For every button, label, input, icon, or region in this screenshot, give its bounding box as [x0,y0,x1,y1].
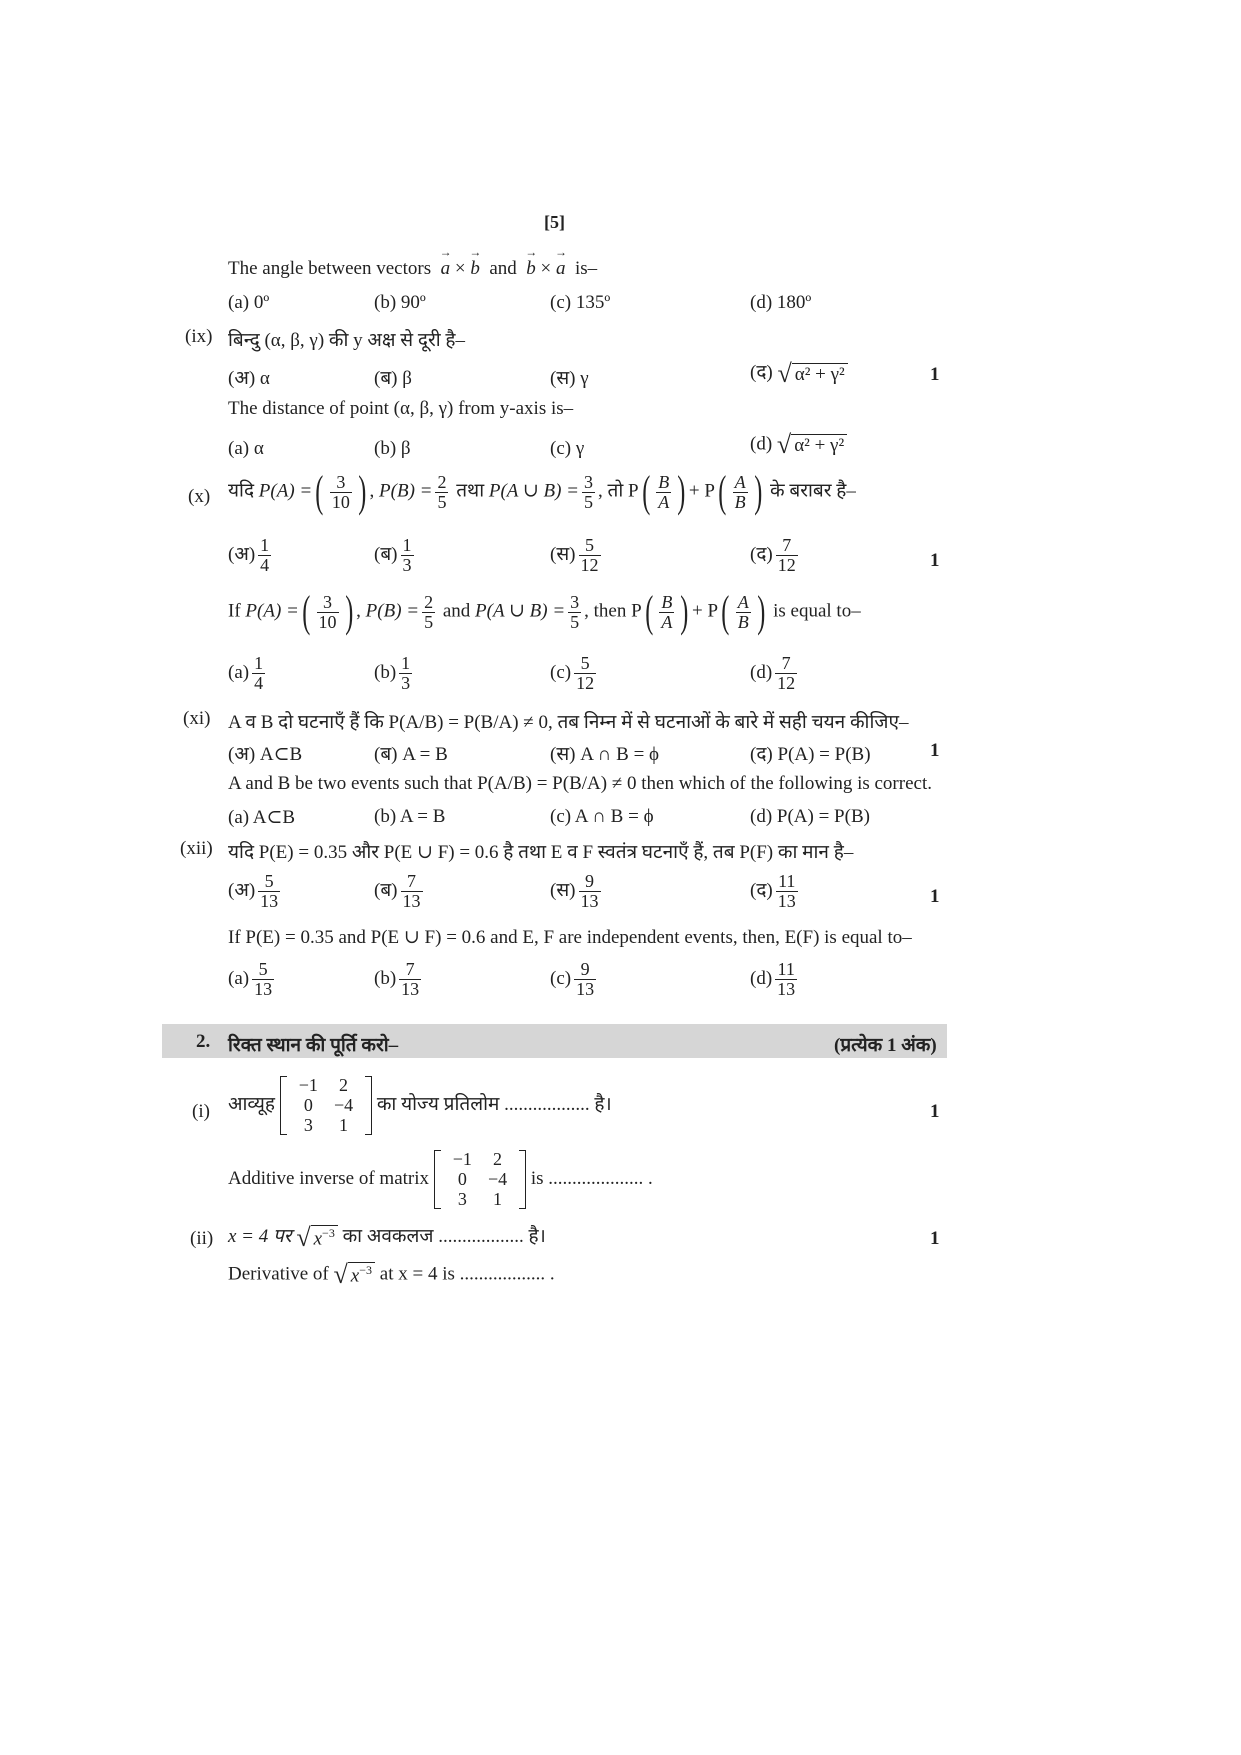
option-label: (a) [228,438,250,459]
frac-den: 10 [331,491,350,512]
option-label: (b) [374,661,397,683]
matrix-cell: 1 [339,1114,349,1135]
hindi-tail: के बराबर है– [770,480,856,502]
frac-num: 5 [580,653,590,673]
q11-en-option-d: (d) P(A) = P(B) [750,806,870,827]
q8-option-c: (c) 135º [550,292,611,313]
matrix-cell: 1 [493,1188,503,1209]
sqrt-expression: √ α² + γ² [778,361,848,387]
option-label: (c) [550,438,572,459]
frac-den: 13 [401,978,420,999]
q12-hi-option-b [374,872,426,911]
option-label: (अ) [228,543,256,565]
frac-den: B [734,491,746,512]
option-label: (अ) [228,879,256,901]
matrix-cell: 2 [339,1075,349,1095]
q11-english-stem: A and B be two events such that P(A/B) = P(B/A) ≠ 0 then which of the following is correct. [228,773,932,794]
frac-den: 13 [254,978,273,999]
word-then: , then P [584,600,642,622]
fill2-number: (ii) [190,1228,214,1249]
fill2-marks: 1 [930,1228,940,1249]
frac-den: 12 [777,672,796,693]
option-label: (द) [750,879,773,901]
word-if: If [228,600,241,622]
q11-hi-option-b: (ब) A = B [374,744,448,765]
english-prefix: Additive inverse of matrix [228,1168,430,1190]
pa-label: P(A) = [245,600,299,622]
section2-number: 2. [196,1031,211,1052]
cross-symbol: × [454,258,466,279]
q10-marks: 1 [930,550,940,571]
sqrt-content: α² + γ² [792,363,848,387]
frac-den: 13 [777,890,796,911]
matrix-cell: 2 [493,1149,503,1169]
q11-marks: 1 [930,740,940,761]
hindi-prefix: आव्यूह [228,1094,276,1116]
q10-hi-option-b [374,536,417,575]
q10-en-option-c [550,654,599,693]
q12-en-option-a [228,960,277,999]
frac-den: B [737,611,749,632]
english-suffix: is .................... . [530,1168,653,1190]
sqrt-expression: √ α² + γ² [777,432,847,458]
fill1-number: (i) [192,1101,210,1122]
matrix [280,1076,372,1135]
pa-label: P(A) = [258,480,313,502]
q9-en-option-a [228,438,264,460]
matrix-cell: 0 [303,1094,313,1115]
frac-num: A [737,591,749,612]
frac-den: 13 [580,890,599,911]
q8-english-stem [228,258,597,280]
q9-hi-option-a [228,364,270,390]
frac-den: 12 [576,672,595,693]
is-word: is– [574,258,598,279]
option-label: (ब) [374,879,398,901]
q12-english-stem: If P(E) = 0.35 and P(E ∪ F) = 0.6 and E, F are independent events, then, E(F) is equal to– [228,927,912,948]
sqrt-content: α² + γ² [791,434,847,458]
option-label: (स) [550,879,576,901]
frac-num: 3 [323,591,332,612]
pb-label: P(B) = [365,600,420,622]
q12-en-option-d [750,960,800,999]
frac-num: 5 [258,959,268,979]
q8-option-d: (d) 180º [750,292,812,313]
cross-symbol-2: × [540,258,552,279]
q12-hi-option-d [750,872,801,911]
option-label: (ब) [374,543,398,565]
hindi-suffix: का अवकलज .................. है। [342,1226,546,1247]
q10-hindi-stem: यदि P(A) = ( $\frac{3}{10}$ ) , P(B) = $\frac{2}{5}$ तथा P(A ∪ B) = $\frac{3}{5}$ , तो P ( $\frac{B}{A}$ ) + P ( $\frac{A}{B}$ ) के बराबर है– [228,467,856,516]
frac-den: 13 [576,978,595,999]
frac-num: 9 [580,959,590,979]
q10-en-option-b [374,654,415,693]
option-label: (स) [550,368,576,389]
english-tail: is equal to– [773,600,861,622]
frac-num: B [658,471,670,492]
hindi-suffix: का योज्य प्रतिलोम .................. है। [376,1094,612,1116]
q9-marks: 1 [930,364,940,385]
q9-hindi-stem: बिन्दु (α, β, γ) की y अक्ष से दूरी है– [228,330,466,351]
frac-num: 7 [781,653,791,673]
word-yadi: यदि [228,480,255,502]
matrix-cell: 3 [457,1188,467,1209]
frac-num: 5 [585,535,594,555]
matrix-cell: −4 [487,1168,508,1189]
sqrt-base: x [313,1227,323,1249]
plus-p: + P [688,480,715,502]
frac-num: 1 [402,535,412,555]
matrix-cell: −1 [452,1149,472,1169]
q12-number: (xii) [180,838,213,859]
frac-den: 3 [402,554,412,575]
option-label: (c) [550,661,572,683]
vector-b: → b [470,258,480,280]
q8-option-b: (b) 90º [374,292,426,313]
fill1-hindi [228,1076,612,1135]
paub-label: P(A ∪ B) = [488,480,579,502]
q11-hi-option-c: (स) A ∩ B = ϕ [550,744,660,765]
frac-num: 2 [437,471,447,492]
section2-title: रिक्त स्थान की पूर्ति करो– [228,1035,399,1056]
sqrt-expression: √ $x^{-3}$ [296,1225,338,1251]
frac-num: 3 [336,471,346,492]
option-value: γ [580,368,589,389]
frac-den: 13 [260,890,279,911]
frac-num: 5 [264,871,274,891]
option-label: (c) [550,967,572,989]
word-and: and [442,600,471,622]
q11-hi-option-d: (द) P(A) = P(B) [750,744,871,765]
frac-den: 10 [318,611,337,632]
frac-den: 13 [777,978,796,999]
q10-en-option-d [750,654,800,693]
frac-den: 4 [260,554,270,575]
matrix-cell: 3 [303,1114,313,1135]
pb-label: P(B) = [379,480,433,502]
vector-b-2: → b [526,258,536,280]
fill2-english [228,1262,555,1288]
sqrt-expression: √ $x^{-3}$ [334,1262,376,1288]
frac-num: 11 [778,871,796,891]
vector-a: → a [441,258,451,280]
fill1-english [228,1150,653,1209]
q12-marks: 1 [930,886,940,907]
q10-number: (x) [188,486,211,507]
frac-num: 7 [782,535,792,555]
q8-stem-prefix: The angle between vectors [228,258,432,279]
q9-english-stem: The distance of point (α, β, γ) from y-axis is– [228,398,574,419]
option-value: γ [575,438,585,459]
paub-label: P(A ∪ B) = [475,600,566,622]
word-tatha: तथा [456,480,485,502]
and-word: and [489,258,517,279]
q12-hi-option-c [550,872,604,911]
hindi-prefix: x = 4 पर [228,1226,292,1247]
q12-hindi-stem: यदि P(E) = 0.35 और P(E ∪ F) = 0.6 है तथा E व F स्वतंत्र घटनाएँ हैं, तब P(F) का मान है– [228,842,854,863]
q11-hi-option-a: (अ) A⊂B [228,744,303,765]
frac-den: 4 [254,672,264,693]
fill2-hindi [228,1222,546,1251]
option-label: (a) [228,967,250,989]
matrix [434,1150,526,1209]
option-label: (ब) [374,368,398,389]
q9-en-option-c [550,438,584,460]
option-value: α [253,438,264,459]
english-suffix: at x = 4 is .................. . [379,1263,555,1285]
matrix-cell: −1 [298,1075,318,1095]
option-label: (d) [750,661,773,683]
option-label: (अ) [228,368,256,389]
sqrt-exponent: −3 [322,1225,335,1240]
english-prefix: Derivative of [228,1263,329,1285]
option-label: (d) [750,967,773,989]
frac-den: 3 [401,672,411,693]
q12-en-option-c [550,960,599,999]
frac-den: 12 [777,554,796,575]
frac-den: 5 [584,491,593,512]
q11-hindi-stem: A व B दो घटनाएँ हैं कि P(A/B) = P(B/A) ≠ 0, तब निम्न में से घटनाओं के बारे में सही चयन कीजिए– [228,712,909,733]
frac-den: 12 [580,554,599,575]
vector-a-2: → a [556,258,566,280]
matrix-cell: 0 [457,1168,467,1189]
q9-en-option-b [374,438,411,460]
frac-num: 3 [570,591,580,612]
page-number: [5] [544,212,565,232]
frac-num: 1 [254,653,264,673]
q9-hi-option-b [374,364,412,390]
q10-english-stem: If P(A) = ( $\frac{3}{10}$ ) , P(B) = $\frac{2}{5}$ and P(A ∪ B) = $\frac{3}{5}$ , then P ( $\frac{B}{A}$ ) + P ( $\frac{A}{B}$ ) is equal to– [228,587,861,636]
option-label: (a) [228,661,250,683]
option-label: (b) [374,967,397,989]
frac-num: 1 [401,653,411,673]
q9-hi-option-d [750,358,848,387]
option-label: (स) [550,543,576,565]
frac-den: A [658,491,670,512]
q12-hi-option-a [228,872,283,911]
q10-hi-option-d [750,536,801,575]
q11-number: (xi) [183,708,211,729]
frac-num: 7 [407,871,417,891]
q10-hi-option-c [550,536,604,575]
frac-num: 9 [585,871,594,891]
q9-number: (ix) [185,326,213,347]
matrix-cell: −4 [333,1094,354,1115]
frac-den: 5 [437,491,447,512]
option-value: β [400,438,411,459]
frac-num: 7 [405,959,415,979]
frac-num: 2 [424,591,434,612]
word-to: , तो P [598,480,639,502]
option-label: (b) [374,438,397,459]
frac-num: B [661,591,673,612]
frac-num: 3 [584,471,593,492]
frac-den: 5 [570,611,580,632]
frac-num: A [734,471,746,492]
option-label: (द) [750,362,773,383]
option-value: β [402,368,412,389]
frac-den: 5 [424,611,434,632]
sqrt-exponent: −3 [359,1263,373,1277]
section2-marks-note: (प्रत्येक 1 अंक) [834,1035,937,1056]
frac-num: 11 [777,959,795,979]
q11-en-option-c: (c) A ∩ B = ϕ [550,806,654,827]
q10-en-option-a [228,654,268,693]
plus-p: + P [692,600,719,622]
q11-en-option-b: (b) A = B [374,806,446,827]
q9-hi-option-c [550,364,589,390]
q11-en-option-a: (a) A⊂B [228,807,296,828]
q10-hi-option-a [228,536,274,575]
option-label: (द) [750,543,773,565]
option-label: (d) [750,433,773,455]
q9-en-option-d [750,432,847,458]
frac-den: A [661,611,673,632]
sqrt-base: x [350,1265,360,1287]
option-value: α [259,368,270,389]
frac-num: 1 [260,535,270,555]
q12-en-option-b [374,960,424,999]
frac-den: 13 [402,890,421,911]
q8-option-a: (a) 0º [228,292,270,313]
fill1-marks: 1 [930,1101,940,1122]
